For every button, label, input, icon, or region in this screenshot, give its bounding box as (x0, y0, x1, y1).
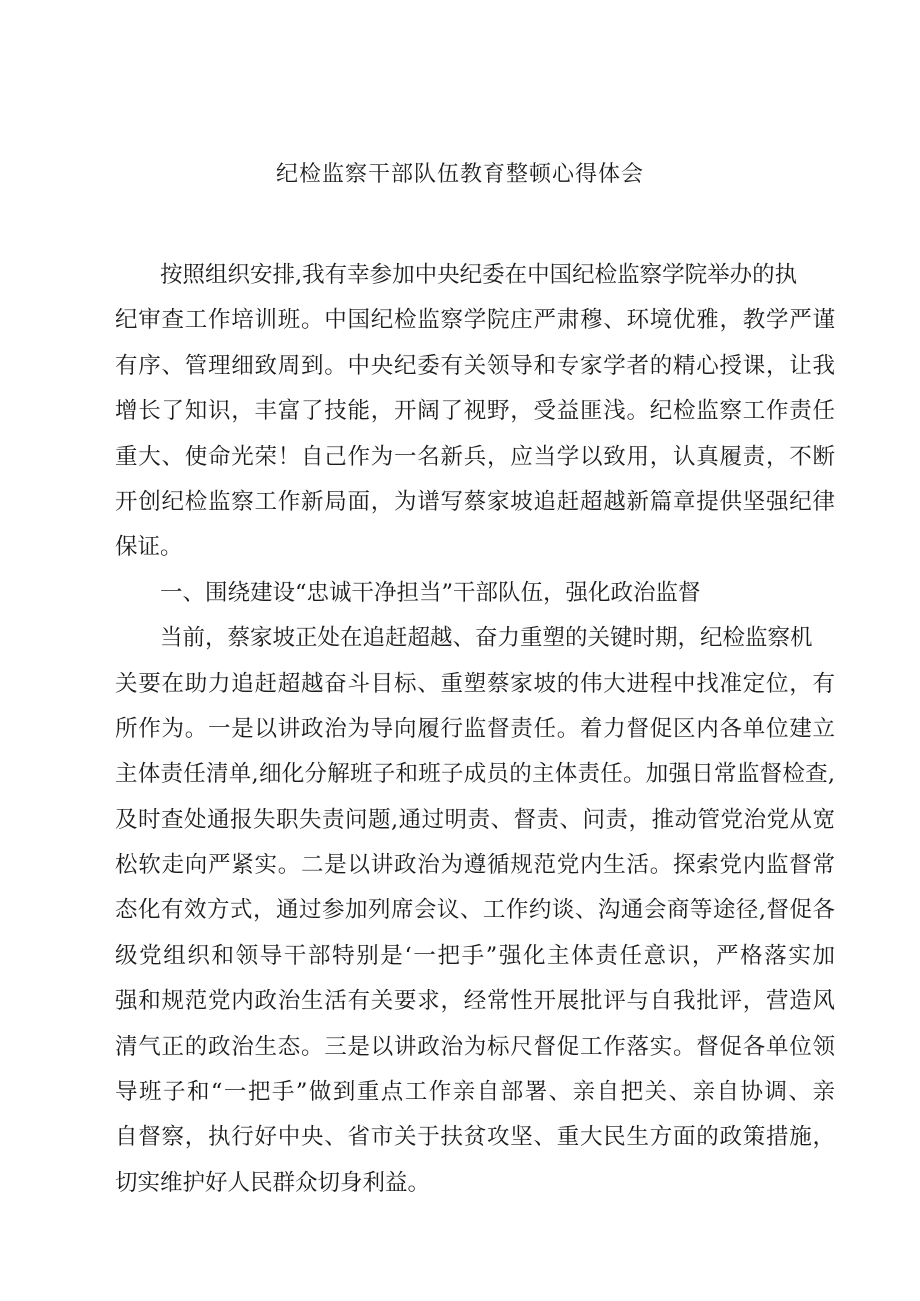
paragraph-line: 当前，蔡家坡正处在追赶超越、奋力重塑的关键时期，纪检监察机 (160, 625, 813, 652)
paragraph-line: 重大、使命光荣！自己作为一名新兵，应当学以致用，认真履责，不断 (115, 443, 835, 470)
paragraph-line: 有序、管理细致周到。中央纪委有关领导和专家学者的精心授课，让我 (115, 352, 835, 379)
paragraph-line: 导班子和“一把手”做到重点工作亲自部署、亲自把关、亲自协调、亲 (115, 1079, 835, 1106)
paragraph-line: 按照组织安排,我有幸参加中央纪委在中国纪检监察学院举办的执 (160, 262, 798, 288)
paragraph-line: 主体责任清单,细化分解班子和班子成员的主体责任。加强日常监督检查, (115, 761, 835, 788)
paragraph-line: 及时查处通报失职失责问题,通过明责、督责、问责，推动管党治党从宽 (115, 806, 835, 833)
paragraph-line: 级党组织和领导干部特别是‘一把手”强化主体责任意识，严格落实加 (115, 942, 835, 969)
page-title: 纪检监察干部队伍教育整顿心得体会 (275, 162, 644, 187)
paragraph-line: 保证。 (115, 534, 183, 561)
document-body (115, 253, 835, 1206)
paragraph-line: 清气正的政治生态。三是以讲政治为标尺督促工作落实。督促各单位领 (115, 1033, 835, 1060)
paragraph-line: 所作为。一是以讲政治为导向履行监督责任。着力督促区内各单位建立 (115, 715, 835, 742)
paragraph-line: 强和规范党内政治生活有关要求，经常性开展批评与自我批评，营造风 (115, 988, 835, 1015)
paragraph-line: 纪审查工作培训班。中国纪检监察学院庄严肃穆、环境优雅，教学严谨 (115, 307, 835, 334)
paragraph-line: 开创纪检监察工作新局面，为谱写蔡家坡追赶超越新篇章提供坚强纪律 (115, 488, 835, 515)
paragraph-line: 态化有效方式，通过参加列席会议、工作约谈、沟通会商等途径,督促各 (115, 897, 835, 924)
section-heading: 一、围绕建设“忠诚干净担当”干部队伍，强化政治监督 (160, 579, 701, 606)
paragraph-line: 松软走向严紧实。二是以讲政治为遵循规范党内生活。探索党内监督常 (115, 852, 835, 879)
paragraph-line: 自督察，执行好中央、省市关于扶贫攻坚、重大民生方面的政策措施， (115, 1124, 835, 1151)
paragraph-line: 增长了知识，丰富了技能，开阔了视野，受益匪浅。纪检监察工作责任 (115, 398, 835, 425)
paragraph-line: 关要在助力追赶超越奋斗目标、重塑蔡家坡的伟大进程中找准定位，有 (115, 670, 835, 697)
paragraph-line: 切实维护好人民群众切身利益。 (115, 1169, 431, 1196)
